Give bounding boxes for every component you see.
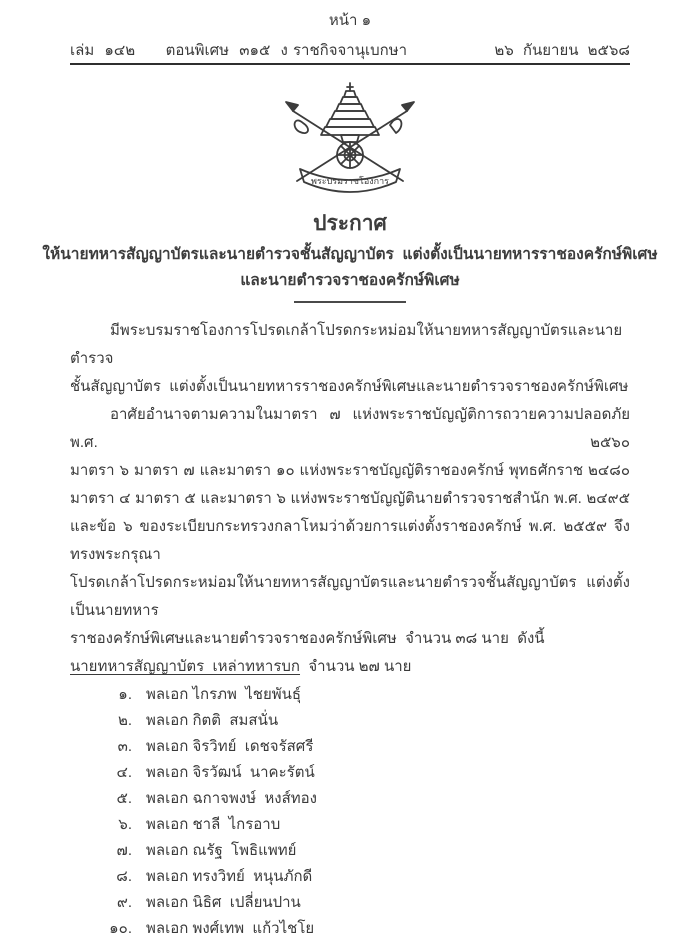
announcement-subtitle-line2: และนายตำรวจราชองครักษ์พิเศษ <box>240 272 460 289</box>
roster-number: ๖. <box>118 816 132 833</box>
roster-row <box>70 734 630 760</box>
roster-name: พลเอก ทรงวิทย์ หนุนภักดี <box>146 868 313 885</box>
roster-row <box>70 708 630 734</box>
roster-name: พลเอก ฉกาจพงษ์ หงส์ทอง <box>146 790 317 807</box>
title-divider <box>294 301 406 303</box>
roster-number: ๘. <box>116 868 132 885</box>
roster-number: ๗. <box>116 842 132 859</box>
roster-number: ๓. <box>117 738 132 755</box>
paragraph-line: โปรดเกล้าโปรดกระหม่อมให้นายทหารสัญญาบัตรและนายตำรวจชั้นสัญญาบัตร แต่งตั้งเป็นนายทหาร <box>70 574 630 619</box>
roster-name: พลเอก ณรัฐ โพธิแพทย์ <box>146 842 297 859</box>
roster-row <box>70 864 630 890</box>
announcement-subtitle-line1: ให้นายทหารสัญญาบัตรและนายตำรวจชั้นสัญญาบัตร แต่งตั้งเป็นนายทหารราชองครักษ์พิเศษ <box>42 246 658 263</box>
roster-row <box>70 838 630 864</box>
royal-command-emblem-icon <box>0 81 700 195</box>
roster-number: ๙. <box>116 894 132 911</box>
officer-roster <box>70 682 630 942</box>
masthead-volume-part: เล่ม ๑๔๒ ตอนพิเศษ ๓๑๕ ง <box>70 42 288 59</box>
section-heading-count: จำนวน ๒๗ นาย <box>300 658 412 675</box>
paragraph-line: และข้อ ๖ ของระเบียบกระทรวงกลาโหมว่าด้วยการแต่งตั้งราชองครักษ์ พ.ศ. ๒๕๕๙ จึงทรงพระกรุณา <box>70 518 630 563</box>
royal-emblem-graphic <box>275 81 425 193</box>
roster-row <box>70 760 630 786</box>
roster-number: ๕. <box>116 790 132 807</box>
roster-number: ๑. <box>118 686 132 703</box>
roster-name: พลเอก ชาลี ไกรอาบ <box>146 816 281 833</box>
roster-row <box>70 916 630 942</box>
roster-row <box>70 786 630 812</box>
roster-name: พลเอก จิรวิทย์ เดชจรัสศรี <box>146 738 314 755</box>
masthead <box>70 38 630 60</box>
paragraph-line: อาศัยอำนาจตามความในมาตรา ๗ แห่งพระราชบัญญัติการถวายความปลอดภัย พ.ศ. ๒๕๖๐ <box>70 406 635 451</box>
roster-number: ๑๐. <box>109 920 132 937</box>
roster-name: พลเอก นิธิศ เปลี่ยนปาน <box>146 894 301 911</box>
roster-name: พลเอก กิตติ สมสนั่น <box>146 712 279 729</box>
roster-name: พลเอก พงศ์เทพ แก้วไชโย <box>146 920 315 937</box>
paragraph-line: ชั้นสัญญาบัตร แต่งตั้งเป็นนายทหารราชองครักษ์พิเศษและนายตำรวจราชองครักษ์พิเศษ <box>70 378 629 395</box>
section-heading-underlined: นายทหารสัญญาบัตร เหล่าทหารบก <box>70 658 301 675</box>
paragraph-line: ราชองครักษ์พิเศษและนายตำรวจราชองครักษ์พิเศษ จำนวน ๓๘ นาย ดังนี้ <box>70 630 545 647</box>
masthead-date: ๒๖ กันยายน ๒๕๖๘ <box>494 42 630 59</box>
roster-row <box>70 812 630 838</box>
roster-name: พลเอก ไกรภพ ไชยพันธุ์ <box>146 686 302 703</box>
roster-row <box>70 682 630 708</box>
paragraph-line: มีพระบรมราชโองการโปรดเกล้าโปรดกระหม่อมให้นายทหารสัญญาบัตรและนายตำรวจ <box>70 322 623 367</box>
page-number: หน้า ๑ <box>328 12 372 29</box>
roster-row <box>70 890 630 916</box>
masthead-gazette-name: ราชกิจจานุเบกษา <box>292 42 408 59</box>
announcement-title: ประกาศ <box>313 212 387 235</box>
roster-number: ๒. <box>117 712 132 729</box>
roster-name: พลเอก จิรวัฒน์ นาคะรัตน์ <box>146 764 315 781</box>
body-text <box>70 317 635 653</box>
paragraph-line: มาตรา ๖ มาตรา ๗ และมาตรา ๑๐ แห่งพระราชบัญญัติราชองครักษ์ พุทธศักราช ๒๔๘๐ <box>70 462 630 479</box>
paragraph-line: มาตรา ๔ มาตรา ๕ และมาตรา ๖ แห่งพระราชบัญญัตินายตำรวจราชสำนัก พ.ศ. ๒๔๙๕ <box>70 490 630 507</box>
emblem-banner-text: พระบรมราชโองการ <box>310 176 390 186</box>
masthead-divider <box>70 63 630 65</box>
section-heading <box>70 653 630 680</box>
roster-number: ๔. <box>116 764 132 781</box>
